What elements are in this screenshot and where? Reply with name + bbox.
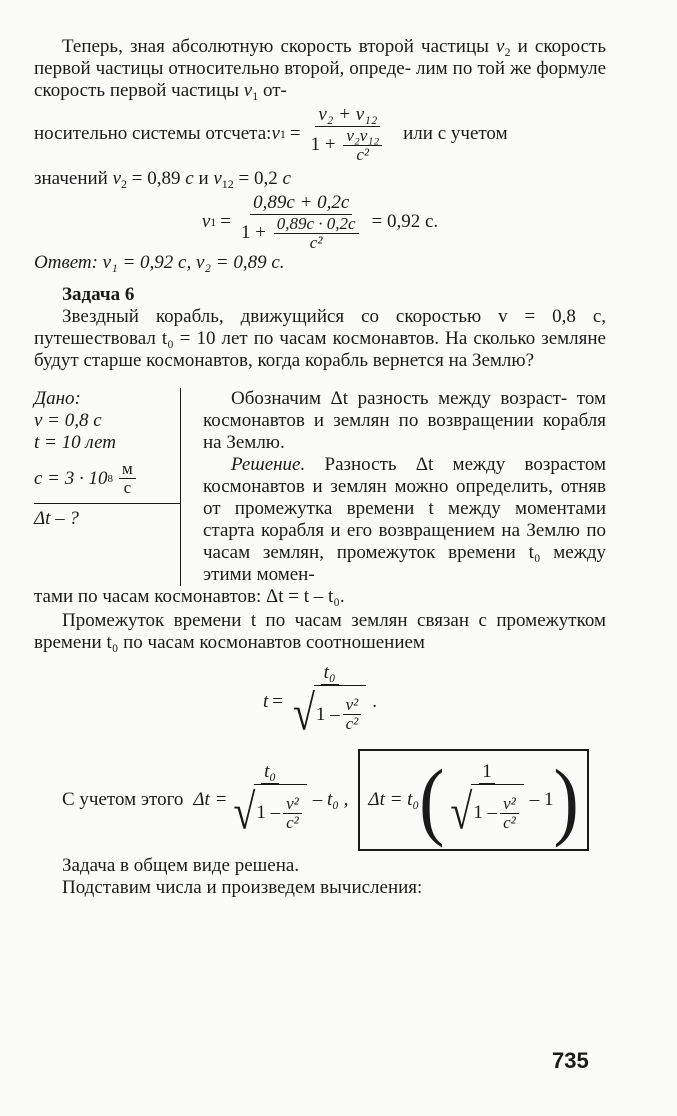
radicand (471, 784, 523, 840)
minus-one: – 1 (529, 789, 554, 810)
subscript: 1 (252, 89, 259, 103)
given-c: c = 3 · 10 8 $\frac{м}{с}$ (34, 460, 174, 497)
formula-var: t (262, 690, 269, 712)
text-line: и скорость первой частицы относительно второй, опреде- (34, 36, 607, 79)
denominator (238, 215, 365, 252)
paragraph-2 (34, 168, 606, 190)
denominator (308, 127, 389, 164)
equals-sign: = (272, 690, 283, 712)
sqrt (293, 685, 366, 741)
page-content (34, 36, 606, 899)
paragraph-1 (34, 36, 606, 102)
v-over-c (343, 696, 362, 733)
given-solution-block (34, 388, 606, 586)
numerator: v² (343, 696, 362, 715)
solution-label: Решение. (231, 454, 306, 475)
nested-fraction (343, 127, 382, 164)
radical-sign: √ (450, 782, 473, 839)
radical-sign: √ (292, 684, 315, 741)
formula-1-fraction (308, 104, 389, 164)
text: значений (34, 168, 113, 189)
formula-result: = 0,92 c. (371, 211, 439, 232)
subscript: 2 (504, 45, 511, 59)
numerator: 1 (479, 761, 495, 784)
formula-4-row (34, 749, 606, 851)
den-one: 1 + (310, 133, 336, 155)
denominator (447, 784, 526, 840)
left-paren: ( (419, 751, 445, 849)
numerator: 0,89c + 0,2c (250, 192, 352, 215)
solution-text: Разность Δt между возрастом космонавтов и землян можно определить, отняв от промежутка времени t между моментами старта корабля и его возвращением на Землю по часам землян, промежуток времени t₀ между этими момен- (203, 454, 606, 585)
formula-var: v (201, 211, 211, 232)
var: v (112, 168, 122, 189)
numerator: v² (283, 795, 302, 814)
given-v: v = 0,8 c (34, 410, 102, 431)
formula-4-fraction (230, 761, 309, 840)
formula-3-row (34, 662, 606, 741)
box-lhs: Δt = t₀ (368, 789, 420, 810)
v-over-c (500, 795, 519, 832)
solution-para-1: Обозначим Δt разность между возраст- том космонавтов и землян по возвращении корабля на Землю. (203, 388, 606, 453)
one-minus: 1 – (473, 802, 498, 823)
task-title: Задача 6 (62, 284, 135, 305)
formula-2-fraction (238, 192, 365, 252)
equals-sign: = (289, 123, 301, 144)
denominator: c² (356, 145, 370, 164)
solution-column (181, 388, 606, 586)
subscript: 2 (121, 177, 128, 191)
given-find: Δt – ? (34, 508, 79, 529)
formula-lhs: Δt = (193, 789, 228, 810)
denominator (230, 784, 309, 840)
numerator: v₂v₁₂ (343, 127, 382, 146)
formula-2-row: v 1 = 0,89c + 0,2c 1 + $\frac{0,89c \cdot 0,2c}{\text{c²}}$ = 0,92 c. (201, 192, 439, 252)
minus-t0: – t₀ , (312, 789, 349, 810)
given-divider (34, 503, 181, 504)
answer-label: Ответ: (34, 252, 98, 273)
nested-fraction (274, 215, 359, 252)
formula-1-row: носительно системы отсчета: v 1 = v₂ + v₁₂ 1 + $\frac{\text{v₂v₁₂}}{\text{c²}}$ или с учетом (34, 104, 508, 164)
page-number: 735 (552, 1048, 589, 1073)
given-t: t = 10 лет (34, 432, 117, 453)
solution-para-2 (203, 454, 606, 586)
solution-continuation: тами по часам космонавтов: Δt = t – t₀. (34, 586, 345, 607)
numerator: v² (500, 795, 519, 814)
denominator: c² (286, 812, 299, 832)
radical-sign: √ (233, 782, 256, 839)
numerator: 0,89c · 0,2c (274, 215, 359, 234)
denominator: c² (309, 233, 323, 252)
numerator: v₂ + v₁₂ (315, 104, 380, 127)
answer-text: v₁ = 0,92 c, v₂ = 0,89 c. (97, 252, 285, 273)
denominator: c² (503, 812, 516, 832)
var: c (185, 168, 194, 189)
box-fraction (447, 761, 526, 840)
var: v (496, 36, 505, 57)
subscript: 12 (221, 177, 234, 191)
boxed-answer (358, 749, 588, 851)
formula-3-fraction (290, 662, 369, 741)
numerator: м (119, 460, 136, 479)
denominator (290, 685, 369, 741)
text-line: Теперь, зная абсолютную скорость второй частицы (62, 36, 497, 57)
given-c-text: c = 3 · 10 (34, 467, 108, 489)
closing-line-1: Задача в общем виде решена. (62, 855, 300, 876)
den-one: 1 + (240, 221, 266, 243)
text-line: или с учетом (403, 123, 508, 144)
text: = 0,89 (127, 168, 186, 189)
denominator: c² (345, 714, 359, 733)
var: v (213, 168, 222, 189)
text: = 0,2 (233, 168, 283, 189)
text-line: лим по той же формуле скорость первой частицы (34, 58, 606, 101)
var: c (282, 168, 291, 189)
numerator: t₀ (261, 761, 279, 784)
paragraph-3: Промежуток времени t по часам землян связан с промежутком времени t₀ по часам космонавтов соотношением (34, 610, 606, 653)
given-label: Дано: (34, 388, 81, 409)
equals-sign: = (220, 211, 231, 232)
task-text: Звездный корабль, движущийся со скоростью v = 0,8 c, путешествовал t₀ = 10 лет по часам космонавтов. На сколько земляне будут старше космонавтов, когда корабль вернется на Землю? (34, 306, 606, 371)
text: и (193, 168, 214, 189)
numerator: t₀ (321, 662, 339, 685)
unit-fraction (119, 460, 136, 497)
denominator: с (123, 478, 132, 497)
one-minus: 1 – (315, 703, 340, 725)
radicand (254, 784, 306, 840)
sqrt (233, 784, 306, 840)
text-line: носительно системы отсчета: (34, 123, 272, 144)
text: С учетом этого (62, 789, 184, 810)
closing-line-2: Подставим числа и произведем вычисления: (62, 877, 423, 898)
answer-line (34, 252, 606, 274)
v-over-c (283, 795, 302, 832)
one-minus: 1 – (256, 802, 281, 823)
right-paren: ) (553, 751, 579, 849)
sqrt (450, 784, 523, 840)
formula-var: v (271, 123, 280, 144)
given-column (34, 388, 181, 586)
var: v (243, 80, 253, 101)
period: . (372, 690, 378, 712)
radicand (314, 685, 366, 741)
text-line: от- (258, 80, 287, 101)
